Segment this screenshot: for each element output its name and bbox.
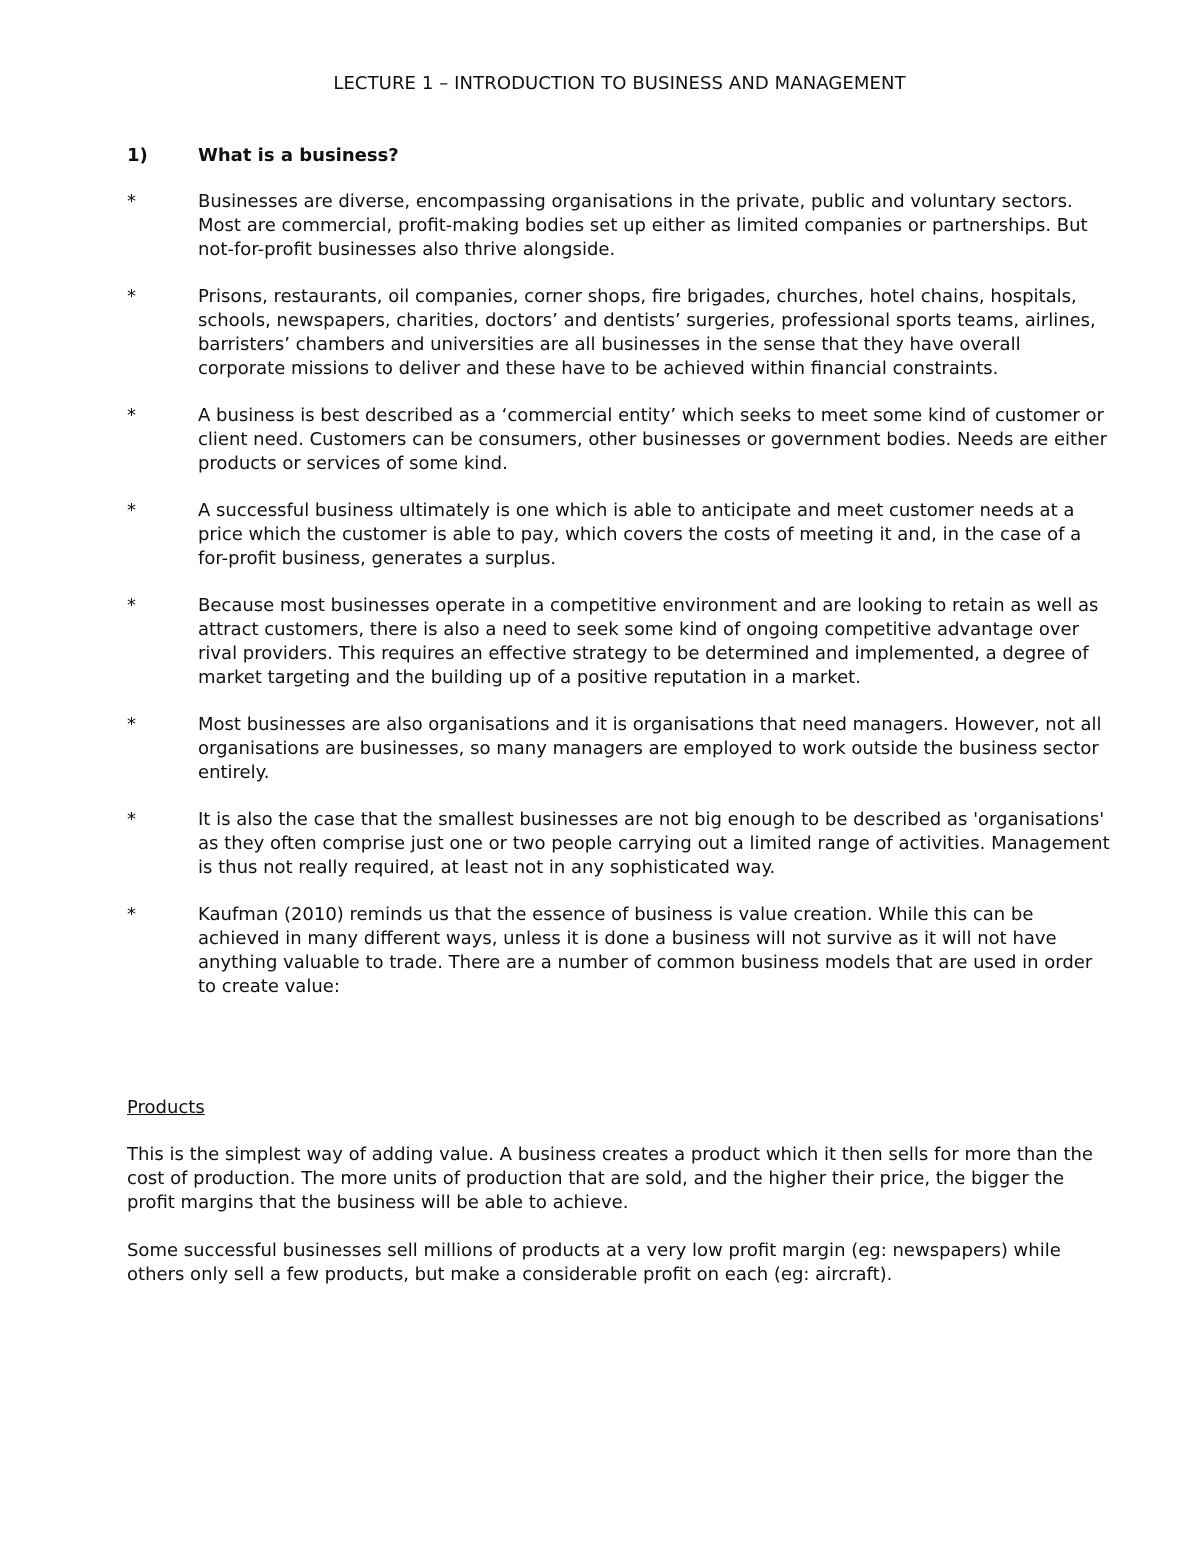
- bullet-marker: *: [127, 904, 136, 925]
- bullet-text: A business is best described as a ‘commercial entity’ which seeks to meet some kind of customer or client need. Customers can be consumers, other businesses or government bodies. Needs are either products or services of some kind.: [198, 405, 1107, 474]
- bullet-text: Prisons, restaurants, oil companies, corner shops, fire brigades, churches, hotel chains, hospitals, schools, newspapers, charities, doctors’ and dentists’ surgeries, professional sports teams, airlines, barristers’ chambers and universities are all businesses in the sense that they have overall corporate missions to deliver and these have to be achieved within financial constraints.: [198, 286, 1096, 379]
- bullet-item: [127, 190, 1112, 262]
- document-title: LECTURE 1 – INTRODUCTION TO BUSINESS AND MANAGEMENT: [333, 73, 906, 94]
- bullet-list: [127, 190, 1112, 1022]
- bullet-text: It is also the case that the smallest businesses are not big enough to be described as 'organisations' as they often comprise just one or two people carrying out a limited range of activities. Management is thus not really required, at least not in any sophisticated way.: [198, 809, 1110, 878]
- bullet-marker: *: [127, 405, 136, 426]
- bullet-item: [127, 404, 1112, 476]
- section-number: 1): [127, 145, 148, 166]
- bullet-marker: *: [127, 191, 136, 212]
- bullet-text: Kaufman (2010) reminds us that the essence of business is value creation. While this can be achieved in many different ways, unless it is done a business will not survive as it will not have anything valuable to trade. There are a number of common business models that are used in order to create value:: [198, 904, 1093, 997]
- bullet-marker: *: [127, 286, 136, 307]
- bullet-text: Most businesses are also organisations and it is organisations that need managers. However, not all organisations are businesses, so many managers are employed to work outside the business sector entirely.: [198, 714, 1102, 783]
- bullet-marker: *: [127, 809, 136, 830]
- bullet-item: [127, 903, 1112, 999]
- paragraph: This is the simplest way of adding value. A business creates a product which it then sells for more than the cost of production. The more units of production that are sold, and the higher their price, the bigger the profit margins that the business will be able to achieve.: [127, 1144, 1093, 1213]
- bullet-marker: *: [127, 595, 136, 616]
- bullet-item: [127, 594, 1112, 690]
- bullet-item: [127, 285, 1112, 381]
- bullet-item: [127, 808, 1112, 880]
- bullet-text: Businesses are diverse, encompassing organisations in the private, public and voluntary sectors. Most are commercial, profit-making bodies set up either as limited companies or partnerships. But not-for-profit businesses also thrive alongside.: [198, 191, 1088, 260]
- bullet-marker: *: [127, 500, 136, 521]
- bullet-item: [127, 499, 1112, 571]
- bullet-marker: *: [127, 714, 136, 735]
- products-subheading: Products: [127, 1097, 205, 1118]
- paragraph: Some successful businesses sell millions of products at a very low profit margin (eg: newspapers) while others only sell a few products, but make a considerable profit on each (eg: aircraft).: [127, 1240, 1061, 1285]
- bullet-item: [127, 713, 1112, 785]
- bullet-text: A successful business ultimately is one which is able to anticipate and meet customer needs at a price which the customer is able to pay, which covers the costs of meeting it and, in the case of a for-profit business, generates a surplus.: [198, 500, 1082, 569]
- bullet-text: Because most businesses operate in a competitive environment and are looking to retain as well as attract customers, there is also a need to seek some kind of ongoing competitive advantage over rival providers. This requires an effective strategy to be determined and implemented, a degree of market targeting and the building up of a positive reputation in a market.: [198, 595, 1099, 688]
- section-heading-text: What is a business?: [198, 145, 399, 166]
